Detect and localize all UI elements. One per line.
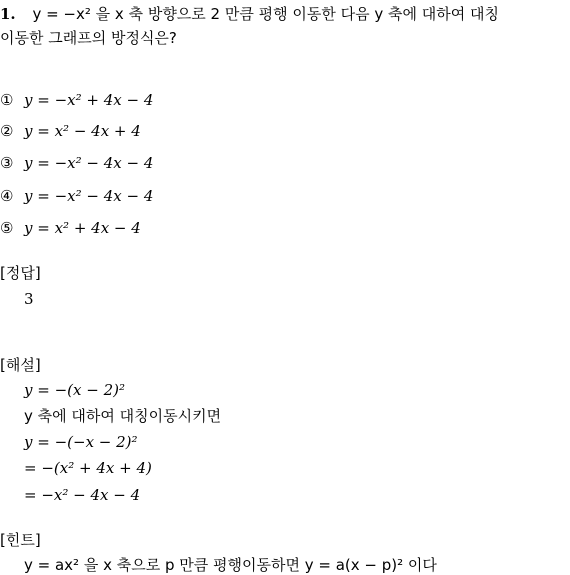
choice-expr: y = −x² − 4x − 4	[24, 154, 154, 172]
solution-heading: [해설]	[0, 356, 41, 374]
choice-1[interactable]	[0, 90, 153, 110]
question-text-1: y = −x² 을 x 축 방향으로 2 만큼 평행 이동한 다음 y 축에 대하여 대칭	[32, 5, 499, 23]
question-line-1	[0, 4, 499, 24]
choice-5[interactable]	[0, 218, 141, 238]
solution-line-3: y = −(−x − 2)²	[24, 433, 138, 451]
choice-3[interactable]	[0, 153, 153, 173]
choice-expr: y = −x² − 4x − 4	[24, 187, 154, 205]
question-line-2: 이동한 그래프의 방정식은?	[0, 29, 177, 47]
hint-heading: [힌트]	[0, 531, 41, 549]
choice-expr: y = x² − 4x + 4	[24, 122, 141, 140]
answer-value: 3	[24, 290, 34, 308]
answer-heading: [정답]	[0, 264, 41, 282]
solution-line-1: y = −(x − 2)²	[24, 381, 125, 399]
choice-mark: ④	[0, 187, 14, 205]
hint-line: y = ax² 을 x 축으로 p 만큼 평행이동하면 y = a(x − p)² 이다	[24, 556, 437, 574]
choice-2[interactable]	[0, 121, 141, 141]
choice-mark: ①	[0, 91, 14, 109]
solution-line-4: = −(x² + 4x + 4)	[24, 459, 152, 477]
choice-mark: ⑤	[0, 219, 14, 237]
solution-line-5: = −x² − 4x − 4	[24, 486, 141, 504]
question-number: 1.	[0, 5, 16, 23]
solution-line-2: y 축에 대하여 대칭이동시키면	[24, 407, 222, 425]
choice-mark: ③	[0, 154, 14, 172]
choice-4[interactable]	[0, 186, 153, 206]
choice-expr: y = −x² + 4x − 4	[24, 91, 154, 109]
choice-expr: y = x² + 4x − 4	[24, 219, 141, 237]
choice-mark: ②	[0, 122, 14, 140]
